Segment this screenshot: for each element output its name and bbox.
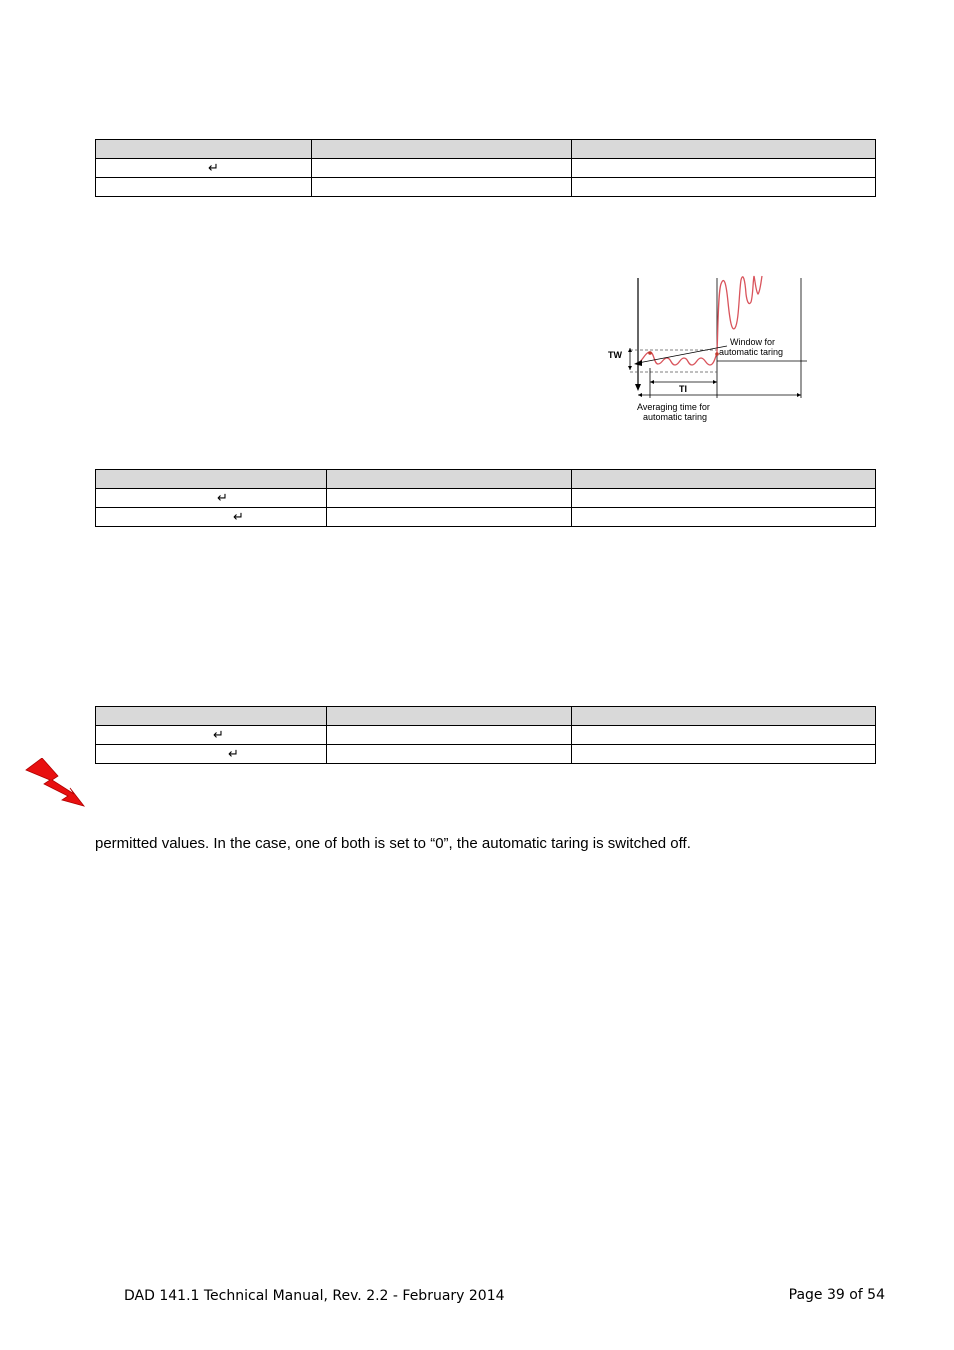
command-table-1 xyxy=(95,139,876,197)
enter-key-icon: ↵ xyxy=(217,490,228,505)
table-cell xyxy=(572,159,876,178)
enter-key-icon: ↵ xyxy=(208,160,219,175)
table-row xyxy=(96,745,876,764)
command-table-2 xyxy=(95,469,876,527)
axis-arrow xyxy=(635,384,641,391)
ti-label: TI xyxy=(679,384,687,394)
table-row xyxy=(96,726,876,745)
table-header-row xyxy=(96,707,876,726)
table-header-row xyxy=(96,140,876,159)
body-paragraph: permitted values. In the case, one of both is set to “0”, the automatic taring is switched off. xyxy=(95,835,691,852)
command-table-3 xyxy=(95,706,876,764)
averaging-label-line1: Averaging time for xyxy=(637,402,710,412)
tw-label: TW xyxy=(608,350,622,360)
footer-document-title: DAD 141.1 Technical Manual, Rev. 2.2 - February 2014 xyxy=(124,1288,505,1304)
table-row xyxy=(96,489,876,508)
enter-key-icon: ↵ xyxy=(213,727,224,742)
table-cell xyxy=(96,159,312,178)
enter-key-icon: ↵ xyxy=(228,746,239,761)
table-header-row xyxy=(96,470,876,489)
table-cell xyxy=(312,159,572,178)
window-label-line1: Window for xyxy=(730,337,776,347)
footer-page-number: Page 39 of 54 xyxy=(788,1287,885,1303)
averaging-label-line2: automatic taring xyxy=(643,412,708,422)
enter-key-icon: ↵ xyxy=(233,509,244,524)
table-row xyxy=(96,159,876,178)
window-label-line2: automatic taring xyxy=(719,347,784,357)
table-row xyxy=(96,508,876,527)
lightning-warning-icon xyxy=(22,758,86,808)
table-row xyxy=(96,178,876,197)
automatic-taring-diagram xyxy=(600,272,815,428)
